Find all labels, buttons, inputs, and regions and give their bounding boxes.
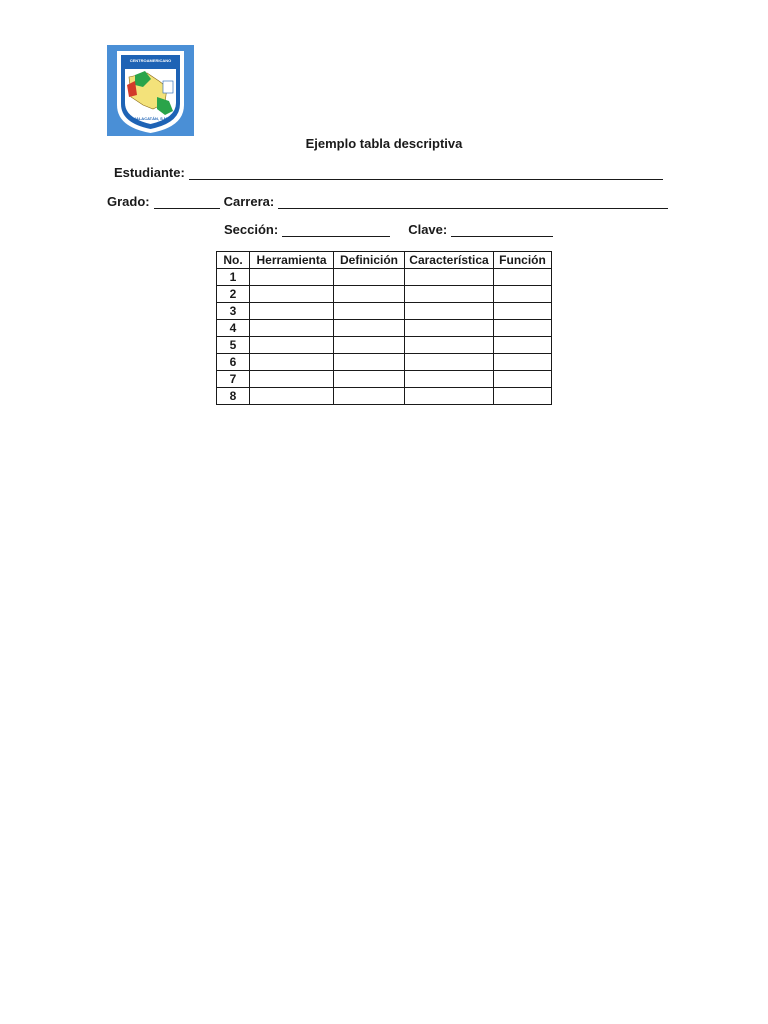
grado-carrera-field bbox=[107, 194, 668, 209]
header-herramienta: Herramienta bbox=[250, 252, 334, 269]
cell-definicion[interactable] bbox=[334, 303, 405, 320]
student-label: Estudiante: bbox=[114, 165, 185, 180]
cell-definicion[interactable] bbox=[334, 388, 405, 405]
svg-text:CENTROAMERICANO: CENTROAMERICANO bbox=[129, 58, 172, 63]
cell-caracteristica[interactable] bbox=[405, 320, 494, 337]
school-crest-icon bbox=[107, 45, 194, 136]
cell-definicion[interactable] bbox=[334, 286, 405, 303]
cell-funcion[interactable] bbox=[494, 269, 552, 286]
student-input-line[interactable] bbox=[189, 167, 663, 180]
cell-caracteristica[interactable] bbox=[405, 269, 494, 286]
cell-herramienta[interactable] bbox=[250, 303, 334, 320]
cell-caracteristica[interactable] bbox=[405, 286, 494, 303]
cell-funcion[interactable] bbox=[494, 354, 552, 371]
header-funcion: Función bbox=[494, 252, 552, 269]
cell-herramienta[interactable] bbox=[250, 320, 334, 337]
table-row bbox=[217, 388, 552, 405]
table-row bbox=[217, 320, 552, 337]
seccion-input-line[interactable] bbox=[282, 224, 390, 237]
table-row bbox=[217, 286, 552, 303]
cell-definicion[interactable] bbox=[334, 371, 405, 388]
row-number: 7 bbox=[217, 371, 250, 388]
clave-label: Clave: bbox=[408, 222, 448, 237]
table-header-row bbox=[217, 252, 552, 269]
descriptive-table bbox=[216, 251, 552, 405]
clave-input-line[interactable] bbox=[451, 224, 553, 237]
svg-text:MALACATÁN, S.M.: MALACATÁN, S.M. bbox=[132, 116, 169, 121]
row-number: 4 bbox=[217, 320, 250, 337]
seccion-label: Sección: bbox=[224, 222, 279, 237]
cell-funcion[interactable] bbox=[494, 303, 552, 320]
cell-caracteristica[interactable] bbox=[405, 388, 494, 405]
table-row bbox=[217, 303, 552, 320]
carrera-input-line[interactable] bbox=[278, 196, 668, 209]
cell-herramienta[interactable] bbox=[250, 354, 334, 371]
cell-funcion[interactable] bbox=[494, 388, 552, 405]
cell-herramienta[interactable] bbox=[250, 388, 334, 405]
grado-input-line[interactable] bbox=[154, 196, 220, 209]
document-title: Ejemplo tabla descriptiva bbox=[305, 136, 463, 151]
row-number: 8 bbox=[217, 388, 250, 405]
table-row bbox=[217, 269, 552, 286]
cell-herramienta[interactable] bbox=[250, 286, 334, 303]
cell-funcion[interactable] bbox=[494, 337, 552, 354]
row-number: 5 bbox=[217, 337, 250, 354]
cell-definicion[interactable] bbox=[334, 320, 405, 337]
table-row bbox=[217, 371, 552, 388]
seccion-clave-field bbox=[224, 222, 553, 237]
cell-definicion[interactable] bbox=[334, 269, 405, 286]
row-number: 1 bbox=[217, 269, 250, 286]
table-row bbox=[217, 337, 552, 354]
header-no: No. bbox=[217, 252, 250, 269]
grado-label: Grado: bbox=[107, 194, 150, 209]
cell-funcion[interactable] bbox=[494, 286, 552, 303]
cell-funcion[interactable] bbox=[494, 371, 552, 388]
header-caracteristica: Característica bbox=[405, 252, 494, 269]
cell-caracteristica[interactable] bbox=[405, 371, 494, 388]
cell-herramienta[interactable] bbox=[250, 337, 334, 354]
cell-definicion[interactable] bbox=[334, 337, 405, 354]
row-number: 2 bbox=[217, 286, 250, 303]
cell-herramienta[interactable] bbox=[250, 269, 334, 286]
cell-caracteristica[interactable] bbox=[405, 337, 494, 354]
student-field bbox=[114, 165, 663, 180]
carrera-label: Carrera: bbox=[223, 194, 275, 209]
cell-funcion[interactable] bbox=[494, 320, 552, 337]
cell-definicion[interactable] bbox=[334, 354, 405, 371]
row-number: 3 bbox=[217, 303, 250, 320]
table-row bbox=[217, 354, 552, 371]
row-number: 6 bbox=[217, 354, 250, 371]
school-logo bbox=[107, 45, 194, 136]
cell-caracteristica[interactable] bbox=[405, 303, 494, 320]
cell-herramienta[interactable] bbox=[250, 371, 334, 388]
header-definicion: Definición bbox=[334, 252, 405, 269]
cell-caracteristica[interactable] bbox=[405, 354, 494, 371]
